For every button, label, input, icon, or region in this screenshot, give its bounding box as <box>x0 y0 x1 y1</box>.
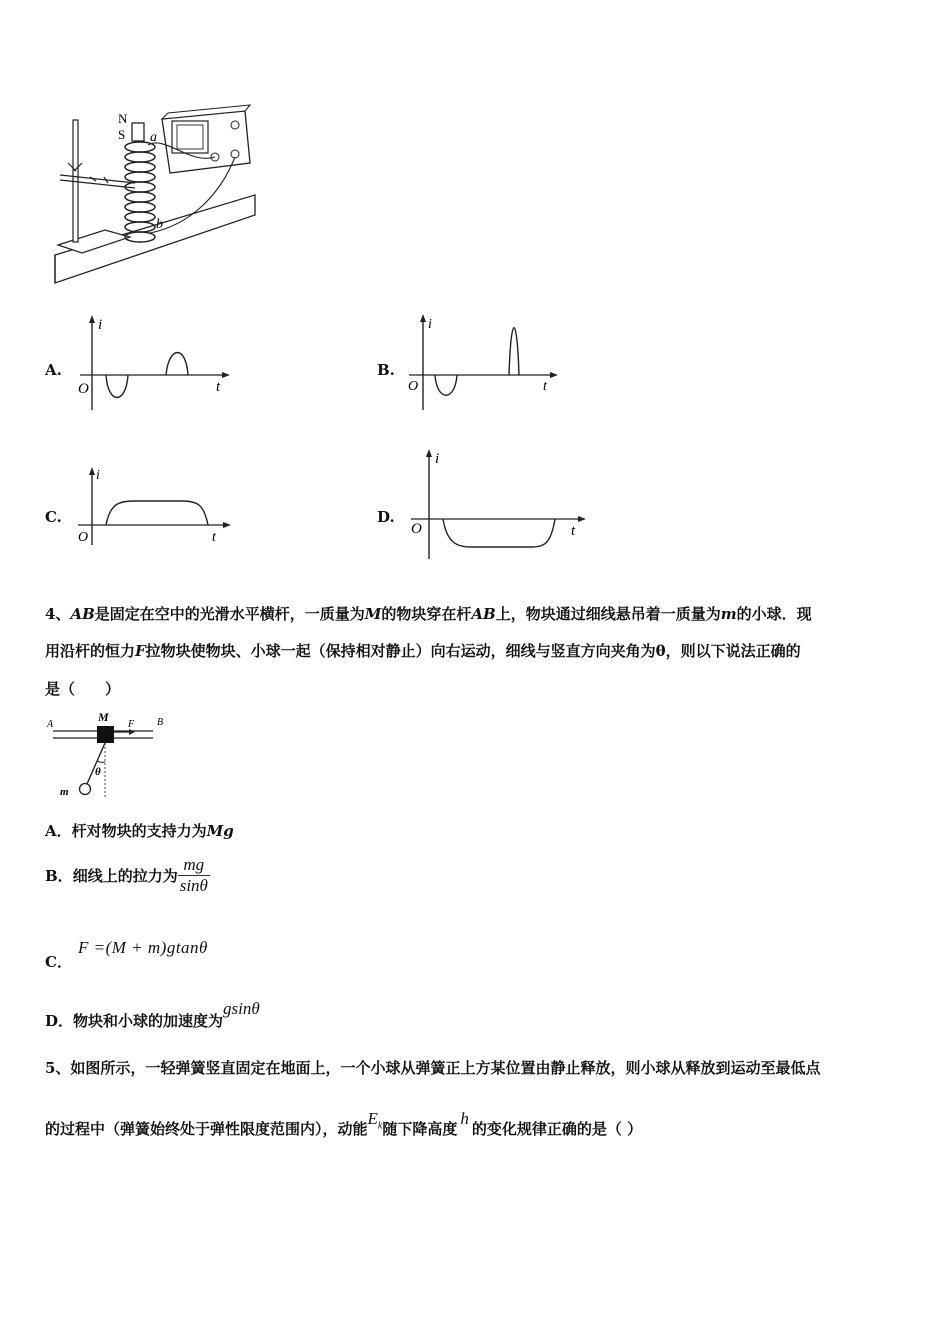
q4-angle-label: θ <box>95 766 101 778</box>
q3-d-axis-t: t <box>571 523 576 539</box>
q4-option-c-expr: F =(M + m)gtanθ <box>78 938 208 957</box>
q4-block-label: M <box>98 710 109 724</box>
q3-c-origin: O <box>78 530 89 545</box>
q4-ball-label: m <box>60 786 69 798</box>
apparatus-figure <box>50 105 255 290</box>
q3-option-b-label[interactable]: B. <box>377 361 395 379</box>
q3-d-origin: O <box>411 521 422 537</box>
q5-stem-line-2: 的过程中（弹簧始终处于弹性限度范围内），动能$E_k$随下降高度h的变化规律正确的是（ ） <box>45 1109 643 1138</box>
q3-a-axis-t: t <box>216 379 221 395</box>
q3-c-axis-t: t <box>212 530 216 545</box>
q3-b-origin: O <box>408 379 419 394</box>
q3-option-d-label[interactable]: D. <box>377 508 395 526</box>
q5-stem-line-1: 5、如图所示，一轻弹簧竖直固定在地面上，一个小球从弹簧正上方某位置由静止释放，则小球从释放到运动至最低点 <box>45 1059 821 1077</box>
q5-kinetic-energy-symbol: $E_k$ <box>367 1109 383 1132</box>
q4-stem-line-3: 是（ ） <box>45 680 121 698</box>
q3-b-axis-t: t <box>543 379 547 394</box>
q3-option-b-graph[interactable] <box>403 312 563 412</box>
magnet-south-label: S <box>118 127 126 142</box>
q3-a-axis-i: i <box>98 317 103 333</box>
q3-option-a-label[interactable]: A. <box>45 361 62 379</box>
q3-option-a-graph[interactable] <box>70 315 235 415</box>
q3-a-origin: O <box>78 381 89 397</box>
magnet-north-label: N <box>118 111 128 126</box>
q3-option-d-graph[interactable] <box>403 447 593 562</box>
q4-rod-end-a: A <box>47 719 54 730</box>
q4-option-c-label[interactable]: C． <box>45 953 72 971</box>
q4-force-label: F <box>128 719 135 730</box>
q4-option-b[interactable]: B．细线上的拉力为 $\frac{mg}{\sin\theta}$ <box>45 855 208 895</box>
q3-b-axis-i: i <box>428 317 432 332</box>
q3-option-c-graph[interactable] <box>72 465 237 550</box>
coil-end-b-label: b <box>156 217 163 232</box>
q3-option-c-label[interactable]: C. <box>45 508 62 526</box>
coil-end-a-label: a <box>150 130 157 145</box>
q4-stem-line-1: 4、AB是固定在空中的光滑水平横杆，一质量为M的物块穿在杆AB上，物块通过细线悬吊着一质量为m的小球．现 <box>45 605 812 623</box>
q3-c-axis-i: i <box>96 468 100 483</box>
q4-rod-end-b: B <box>157 717 164 728</box>
q4-option-d[interactable]: D．物块和小球的加速度为gsinθ <box>45 999 260 1030</box>
q4-number: 4、 <box>45 605 71 623</box>
q3-d-axis-i: i <box>435 451 440 467</box>
q4-figure <box>45 705 170 800</box>
q4-option-a[interactable]: A．杆对物块的支持力为Mg <box>45 822 234 840</box>
q4-tension-fraction: $\frac{mg}{\sin\theta}$ <box>179 855 208 895</box>
q4-stem-line-2: 用沿杆的恒力F拉物块使物块、小球一起（保持相对静止）向右运动，细线与竖直方向夹角为θ，则以下说法正确的 <box>45 642 801 660</box>
